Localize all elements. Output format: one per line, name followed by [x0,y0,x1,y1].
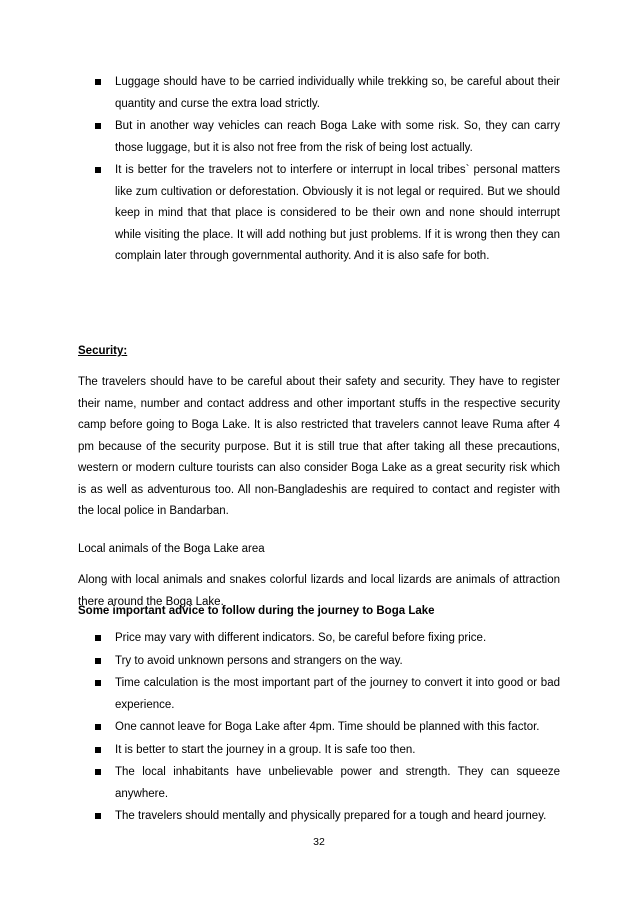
square-bullet-icon [95,123,101,129]
bullet-text: Luggage should have to be carried individually while trekking so, be careful about their quantity and curse the extra load strictly. [115,76,560,110]
bullet-text: Price may vary with different indicators. So, be careful before fixing price. [115,632,487,644]
square-bullet-icon [95,680,101,686]
advice-bullet-list [0,628,638,829]
animals-paragraph: Along with local animals and snakes colorful lizards and local lizards are animals of attraction there around the Boga Lake. [78,574,560,608]
list-item [0,651,638,673]
square-bullet-icon [95,635,101,641]
list-item [0,160,638,268]
bullet-text: One cannot leave for Boga Lake after 4pm. Time should be planned with this factor. [115,721,540,733]
list-item [0,72,638,115]
bullet-text: Try to avoid unknown persons and strangers on the way. [115,654,403,667]
page-number: 32 [313,836,325,848]
list-item [0,806,638,828]
bullet-text: But in another way vehicles can reach Boga Lake with some risk. So, they can carry those luggage, but it is also not free from the risk of being lost actually. [115,120,560,154]
square-bullet-icon [95,79,101,85]
list-item [0,762,638,805]
list-item [0,717,638,739]
bullet-text: The travelers should mentally and physically prepared for a tough and heard journey. [115,810,547,822]
list-item [0,116,638,159]
list-item [0,628,638,650]
security-paragraph: The travelers should have to be careful about their safety and security. They have to register their name, number and contact address and other important stuffs in the respective security camp before going to Boga Lake. It is also restricted that travelers cannot leave Ruma after 4 pm because of the security purpose. But it is still true that after taking all these precautions, western or modern culture tourists can also consider Boga Lake as a great security risk which is as well as adventurous too. All non-Bangladeshis are required to contact and register with the local police in Bandarban. [78,376,560,517]
square-bullet-icon [95,167,101,173]
bullet-text: The local inhabitants have unbelievable power and strength. They can squeeze anywhere. [115,766,560,800]
square-bullet-icon [95,724,101,730]
list-item [0,740,638,762]
square-bullet-icon [95,769,101,775]
top-bullet-list [0,72,638,269]
square-bullet-icon [95,658,101,664]
animals-heading: Local animals of the Boga Lake area [78,543,265,555]
security-heading: Security: [78,345,128,357]
square-bullet-icon [95,747,101,753]
list-item [0,673,638,716]
bullet-text: Time calculation is the most important part of the journey to convert it into good or bad experience. [115,677,560,711]
advice-heading: Some important advice to follow during the journey to Boga Lake [78,605,435,617]
square-bullet-icon [95,813,101,819]
bullet-text: It is better for the travelers not to interfere or interrupt in local tribes` personal matters like zum cultivation or deforestation. Obviously it is not legal or required. But we should keep in mind that that place is considered to be their own and none should interrupt while visiting the place. It will add nothing but just problems. If it is wrong then they can complain later through governmental authority. And it is also safe for both. [115,164,560,262]
bullet-text: It is better to start the journey in a group. It is safe too then. [115,743,416,756]
